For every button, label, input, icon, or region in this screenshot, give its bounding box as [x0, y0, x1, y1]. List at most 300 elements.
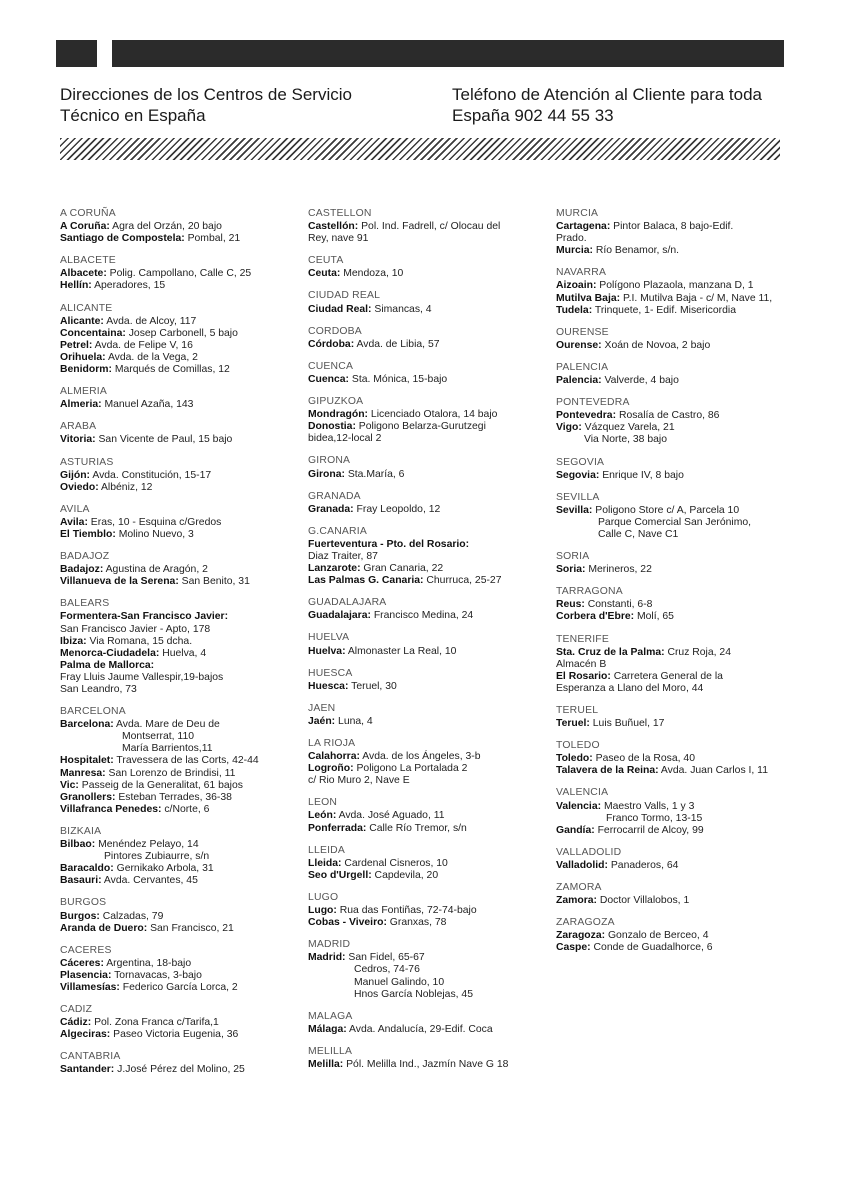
service-center-entry: [308, 304, 544, 316]
service-center-entry: [308, 539, 544, 551]
service-center-entry: [556, 765, 792, 777]
province-name: OURENSE: [556, 326, 609, 338]
city-name: Valladolid:: [556, 859, 608, 871]
city-name: Palma de Mallorca:: [60, 659, 155, 671]
province-name: VALLADOLID: [556, 846, 622, 858]
province-section: [60, 945, 296, 994]
province-section: [308, 845, 544, 882]
service-center-entry: [308, 221, 544, 233]
city-name: Palencia:: [556, 375, 602, 387]
service-center-entry: [60, 970, 296, 982]
center-address: Trinquete, 1- Edif. Misericordia: [592, 304, 736, 316]
city-name: Ourense:: [556, 339, 602, 351]
province-section: [556, 208, 792, 257]
service-center-entry: [308, 233, 544, 245]
center-address: Churruca, 25-27: [423, 575, 502, 587]
center-address: Carretera General de la: [610, 670, 723, 682]
province-name: ASTURIAS: [60, 456, 114, 468]
center-address: Montserrat, 110: [122, 731, 194, 743]
center-address: Maestro Valls, 1 y 3: [601, 800, 695, 812]
province-section: [60, 255, 296, 292]
province-name: BADAJOZ: [60, 551, 110, 563]
service-center-entry: [308, 1024, 544, 1036]
city-name: Caspe:: [556, 942, 591, 954]
province-name: GIPUZKOA: [308, 396, 364, 408]
city-name: Plasencia:: [60, 969, 112, 981]
city-name: Gijón:: [60, 469, 91, 481]
province-name: VALENCIA: [556, 787, 609, 799]
center-address: Valverde, 4 bajo: [601, 375, 679, 387]
city-name: Murcia:: [556, 245, 593, 257]
service-center-entry: [308, 551, 544, 563]
service-center-entry: [556, 683, 792, 695]
center-address: Esperanza a Llano del Moro, 44: [556, 682, 704, 694]
service-center-entry: [60, 958, 296, 970]
service-center-entry: [556, 895, 792, 907]
province-name: PALENCIA: [556, 361, 609, 373]
province-section: [60, 826, 296, 887]
service-center-entry: [60, 529, 296, 541]
service-center-entry: [308, 716, 544, 728]
service-center-entry: [60, 221, 296, 233]
province-name: LLEIDA: [308, 844, 346, 856]
province-name: CASTELLON: [308, 208, 372, 219]
service-center-entry: [60, 768, 296, 780]
center-address: San Lorenzo de Brindisi, 11: [105, 767, 236, 779]
province-section: [60, 421, 296, 446]
province-name: MURCIA: [556, 208, 599, 219]
service-center-entry: [556, 422, 792, 434]
service-center-entry: [556, 671, 792, 683]
city-name: Ponferrada:: [308, 822, 367, 834]
center-address: San Leandro, 73: [60, 684, 137, 695]
province-name: CUENCA: [308, 360, 354, 372]
city-name: Zamora:: [556, 895, 597, 907]
service-center-entry: [308, 575, 544, 587]
city-name: Hellín:: [60, 280, 92, 292]
province-name: CORDOBA: [308, 325, 362, 337]
province-name: NAVARRA: [556, 267, 607, 279]
center-address: Ferrocarril de Alcoy, 99: [594, 824, 704, 836]
city-name: Logroño:: [308, 763, 354, 775]
city-name: Cáceres:: [60, 957, 104, 969]
center-address: Licenciado Otalora, 14 bajo: [368, 409, 498, 421]
province-section: [308, 526, 544, 587]
province-name: A CORUÑA: [60, 208, 116, 219]
service-center-entry: [556, 221, 792, 233]
center-address: Panaderos, 64: [607, 859, 679, 871]
center-address: Avda. José Aguado, 11: [336, 810, 445, 822]
center-address: Calle Río Tremor, s/n: [366, 822, 467, 834]
city-name: Hospitalet:: [60, 755, 114, 767]
service-center-entry: [308, 964, 544, 976]
center-address: Rosalía de Castro, 86: [616, 410, 720, 422]
center-address: Teruel, 30: [348, 680, 397, 692]
province-section: [60, 897, 296, 934]
center-address: Calle C, Nave C1: [598, 528, 679, 540]
province-section: [308, 208, 544, 245]
province-section: [60, 386, 296, 411]
center-address: San Vicente de Paul, 15 bajo: [95, 434, 233, 446]
service-center-entry: [60, 564, 296, 576]
service-center-entry: [60, 863, 296, 875]
center-address: Paseo Victoria Eugenia, 36: [110, 1029, 239, 1041]
service-center-entry: [60, 875, 296, 887]
service-center-entry: [556, 375, 792, 387]
city-name: Ceuta:: [308, 268, 341, 280]
province-section: [556, 492, 792, 541]
city-name: Madrid:: [308, 952, 346, 964]
city-name: Manresa:: [60, 767, 106, 779]
center-address: Almacén B: [556, 658, 607, 670]
center-address: Hnos García Noblejas, 45: [354, 988, 473, 1000]
center-address: Via Norte, 38 bajo: [584, 434, 667, 446]
center-address: Granxas, 78: [386, 917, 447, 929]
city-name: Cartagena:: [556, 221, 611, 233]
center-address: Aperadores, 15: [91, 280, 166, 292]
service-center-entry: [60, 316, 296, 328]
service-center-entry: [60, 755, 296, 767]
city-name: Algeciras:: [60, 1029, 111, 1041]
center-address: Agustina de Aragón, 2: [103, 564, 208, 576]
city-name: Seo d'Urgell:: [308, 869, 372, 881]
city-name: Vigo:: [556, 422, 582, 434]
center-address: Avda. de Libia, 57: [354, 338, 440, 350]
service-center-entry: [60, 517, 296, 529]
hatch-divider: [60, 138, 780, 160]
center-address: Cedros, 74-76: [354, 964, 420, 976]
service-center-entry: [60, 719, 296, 731]
city-name: Guadalajara:: [308, 610, 371, 622]
city-name: Villafranca Penedes:: [60, 803, 162, 815]
center-address: Rua das Fontiñas, 72-74-bajo: [336, 905, 477, 917]
province-name: PONTEVEDRA: [556, 397, 630, 409]
province-name: GUADALAJARA: [308, 597, 387, 609]
service-center-entry: [60, 636, 296, 648]
service-center-entry: [60, 1064, 296, 1076]
province-name: LUGO: [308, 891, 339, 903]
service-center-entry: [308, 646, 544, 658]
province-name: TARRAGONA: [556, 586, 623, 598]
province-name: JAEN: [308, 702, 336, 714]
center-address: Travessera de las Corts, 42-44: [113, 755, 259, 767]
center-address: Simancas, 4: [371, 303, 432, 315]
city-name: Pontevedra:: [556, 410, 617, 422]
province-section: [308, 668, 544, 693]
center-address: Pol. Zona Franca c/Tarifa,1: [91, 1017, 219, 1029]
province-name: SORIA: [556, 551, 590, 563]
service-center-entry: [308, 763, 544, 775]
center-address: Almonaster La Real, 10: [345, 645, 457, 657]
service-center-entry: [556, 942, 792, 954]
center-address: Esteban Terrades, 36-38: [115, 791, 232, 803]
center-address: Fray Lluis Jaume Vallespir,19-bajos: [60, 671, 224, 683]
province-name: CACERES: [60, 944, 112, 956]
heading-line-1: Direcciones de los Centros de Servicio: [60, 85, 352, 104]
center-address: Gernikako Arbola, 31: [113, 863, 214, 875]
city-name: Cuenca:: [308, 373, 349, 385]
center-address: Pintores Zubiaurre, s/n: [104, 851, 210, 863]
center-address: Manuel Galindo, 10: [354, 976, 445, 988]
city-name: El Tiemblo:: [60, 528, 116, 540]
province-name: HUESCA: [308, 667, 353, 679]
province-name: GRANADA: [308, 490, 361, 502]
service-center-entry: [60, 233, 296, 245]
directory-column-2: [308, 208, 544, 1081]
service-center-entry: [308, 421, 544, 433]
center-address: Marqués de Comillas, 12: [111, 364, 230, 376]
province-section: [60, 208, 296, 245]
center-address: Molino Nuevo, 3: [115, 528, 194, 540]
center-address: Gonzalo de Berceo, 4: [605, 930, 709, 942]
service-center-entry: [60, 731, 296, 743]
center-address: San Benito, 31: [178, 576, 250, 588]
service-center-entry: [556, 825, 792, 837]
center-address: Avda. Mare de Deu de: [113, 719, 220, 731]
service-center-entry: [308, 409, 544, 421]
center-address: Eras, 10 - Esquina c/Gredos: [87, 516, 222, 528]
city-name: Lugo:: [308, 905, 337, 917]
directory-column-1: [60, 208, 296, 1087]
city-name: Burgos:: [60, 910, 100, 922]
center-address: Enrique IV, 8 bajo: [599, 469, 684, 481]
center-address: Capdevila, 20: [371, 869, 439, 881]
city-name: Formentera-San Francisco Javier:: [60, 611, 229, 623]
service-center-entry: [556, 293, 792, 305]
center-address: Pintor Balaca, 8 bajo-Edif.: [610, 221, 734, 233]
service-center-entry: [556, 930, 792, 942]
center-address: bidea,12-local 2: [308, 433, 382, 445]
service-center-entry: [60, 684, 296, 696]
center-address: P.I. Mutilva Baja - c/ M, Nave 11,: [620, 292, 773, 304]
service-center-entry: [60, 268, 296, 280]
city-name: Baracaldo:: [60, 863, 114, 875]
province-name: MADRID: [308, 939, 351, 951]
center-address: Franco Tormo, 13-15: [606, 812, 703, 824]
service-center-entry: [60, 743, 296, 755]
center-address: Pombal, 21: [184, 233, 241, 245]
province-section: [556, 847, 792, 872]
service-center-entry: [60, 1017, 296, 1029]
province-section: [308, 396, 544, 445]
province-name: MELILLA: [308, 1045, 353, 1057]
directory-column-3: [556, 208, 792, 965]
service-center-entry: [308, 917, 544, 929]
city-name: Basauri:: [60, 875, 102, 887]
center-address: Gran Canaria, 22: [360, 563, 444, 575]
city-name: Ibiza:: [60, 635, 87, 647]
city-name: Castellón:: [308, 221, 359, 233]
province-section: [60, 1004, 296, 1041]
center-address: c/ Rio Muro 2, Nave E: [308, 775, 410, 787]
province-section: [60, 706, 296, 816]
center-address: Manuel Azaña, 143: [101, 399, 194, 411]
center-address: Avda. Constitución, 15-17: [90, 469, 212, 481]
city-name: Cádiz:: [60, 1017, 92, 1029]
service-center-entry: [556, 564, 792, 576]
city-name: Mutilva Baja:: [556, 292, 621, 304]
center-address: Poligono Belarza-Gurutzegi: [355, 421, 486, 433]
province-section: [556, 457, 792, 482]
province-section: [556, 362, 792, 387]
province-name: ALMERIA: [60, 386, 108, 398]
center-address: Federico García Lorca, 2: [119, 981, 238, 993]
service-center-entry: [308, 1059, 544, 1071]
center-address: Via Romana, 15 dcha.: [86, 635, 193, 647]
city-name: Menorca-Ciudadela:: [60, 647, 160, 659]
city-name: Donostia:: [308, 421, 356, 433]
province-section: [556, 917, 792, 954]
province-name: ALICANTE: [60, 302, 113, 314]
province-section: [556, 740, 792, 777]
service-center-entry: [308, 610, 544, 622]
center-address: Parque Comercial San Jerónimo,: [598, 516, 752, 528]
center-address: Mendoza, 10: [340, 268, 404, 280]
province-section: [308, 632, 544, 657]
city-name: Melilla:: [308, 1058, 344, 1070]
city-name: Tudela:: [556, 304, 593, 316]
heading-line-2: Técnico en España: [60, 106, 206, 125]
center-address: Avda. Juan Carlos I, 11: [658, 765, 768, 777]
center-address: Rey, nave 91: [308, 233, 369, 245]
city-name: Girona:: [308, 468, 345, 480]
province-section: [308, 892, 544, 929]
city-name: Córdoba:: [308, 338, 355, 350]
province-name: BIZKAIA: [60, 825, 102, 837]
service-center-entry: [60, 923, 296, 935]
service-center-entry: [556, 801, 792, 813]
center-address: Calzadas, 79: [99, 910, 164, 922]
center-address: Avda. de la Vega, 2: [105, 351, 198, 363]
province-name: TOLEDO: [556, 740, 600, 752]
city-name: Vic:: [60, 779, 79, 791]
service-centers-heading: [60, 84, 430, 126]
city-name: Aranda de Duero:: [60, 922, 148, 934]
center-address: Poligono Store c/ A, Parcela 10: [592, 504, 740, 516]
city-name: Albacete:: [60, 268, 107, 280]
city-name: Las Palmas G. Canaria:: [308, 575, 424, 587]
city-name: Villanueva de la Serena:: [60, 576, 179, 588]
province-section: [308, 326, 544, 351]
center-address: Agra del Orzán, 20 bajo: [109, 221, 222, 233]
province-section: [308, 290, 544, 315]
service-center-entry: [556, 340, 792, 352]
center-address: Avda. de Alcoy, 117: [103, 315, 197, 327]
province-name: LA RIOJA: [308, 738, 356, 749]
province-name: BALEARS: [60, 598, 110, 610]
service-center-entry: [308, 989, 544, 1001]
province-name: CANTABRIA: [60, 1051, 121, 1063]
center-address: Constanti, 6-8: [584, 599, 653, 611]
province-name: ZARAGOZA: [556, 917, 615, 929]
city-name: Badajoz:: [60, 564, 104, 576]
phone-line-2: España 902 44 55 33: [452, 106, 614, 125]
service-center-entry: [60, 660, 296, 672]
province-section: [308, 738, 544, 787]
service-center-entry: [556, 611, 792, 623]
city-name: A Coruña:: [60, 221, 110, 233]
city-name: Segovia:: [556, 469, 600, 481]
center-address: San Francisco Javier - Apto, 178: [60, 623, 211, 635]
service-center-entry: [308, 268, 544, 280]
center-address: Avda. de los Ángeles, 3-b: [359, 751, 481, 763]
city-name: El Rosario:: [556, 670, 611, 682]
service-center-entry: [308, 751, 544, 763]
service-center-entry: [308, 775, 544, 787]
province-section: [60, 457, 296, 494]
province-name: AVILA: [60, 503, 90, 515]
province-section: [60, 504, 296, 541]
city-name: Oviedo:: [60, 481, 99, 493]
city-name: Málaga:: [308, 1023, 347, 1035]
city-name: Huelva:: [308, 645, 346, 657]
center-address: Luna, 4: [335, 715, 373, 727]
center-address: Pol. Ind. Fadrell, c/ Olocau del: [358, 221, 501, 233]
province-name: GIRONA: [308, 455, 351, 467]
city-name: Concentaina:: [60, 327, 126, 339]
service-center-entry: [556, 753, 792, 765]
service-center-entry: [60, 399, 296, 411]
city-name: Petrel:: [60, 339, 93, 351]
city-name: Almeria:: [60, 399, 102, 411]
city-name: Fuerteventura - Pto. del Rosario:: [308, 538, 470, 550]
center-address: Polígono Plazaola, manzana D, 1: [596, 280, 754, 292]
city-name: Valencia:: [556, 800, 602, 812]
center-address: Polig. Campollano, Calle C, 25: [106, 268, 252, 280]
center-address: Passeig de la Generalitat, 61 bajos: [78, 779, 243, 791]
city-name: Alicante:: [60, 315, 104, 327]
service-center-entry: [60, 839, 296, 851]
service-center-entry: [60, 352, 296, 364]
service-center-entry: [60, 482, 296, 494]
service-center-entry: [60, 851, 296, 863]
service-center-entry: [60, 340, 296, 352]
city-name: Mondragón:: [308, 409, 369, 421]
service-center-entry: [60, 672, 296, 684]
province-section: [556, 327, 792, 352]
center-address: Francisco Medina, 24: [370, 610, 474, 622]
service-center-entry: [60, 804, 296, 816]
service-center-entry: [60, 328, 296, 340]
province-name: SEGOVIA: [556, 456, 605, 468]
city-name: Lleida:: [308, 857, 342, 869]
province-section: [308, 597, 544, 622]
service-center-entry: [556, 860, 792, 872]
service-center-entry: [308, 810, 544, 822]
province-name: HUELVA: [308, 632, 350, 644]
service-center-entry: [60, 792, 296, 804]
service-center-entry: [308, 339, 544, 351]
center-address: Poligono La Portalada 2: [353, 763, 468, 775]
center-address: Vázquez Varela, 21: [581, 422, 675, 434]
center-address: Diaz Traiter, 87: [308, 550, 378, 562]
service-center-entry: [556, 659, 792, 671]
center-address: Luis Buñuel, 17: [589, 718, 665, 730]
province-section: [60, 303, 296, 377]
center-address: Merineros, 22: [585, 564, 652, 576]
service-center-entry: [60, 624, 296, 636]
center-address: Prado.: [556, 233, 587, 245]
service-center-entry: [556, 529, 792, 541]
service-center-entry: [556, 305, 792, 317]
province-name: TERUEL: [556, 705, 599, 716]
city-name: Granollers:: [60, 791, 116, 803]
service-center-entry: [556, 505, 792, 517]
service-center-entry: [60, 280, 296, 292]
service-center-entry: [60, 780, 296, 792]
service-center-entry: [60, 364, 296, 376]
service-center-entry: [556, 718, 792, 730]
